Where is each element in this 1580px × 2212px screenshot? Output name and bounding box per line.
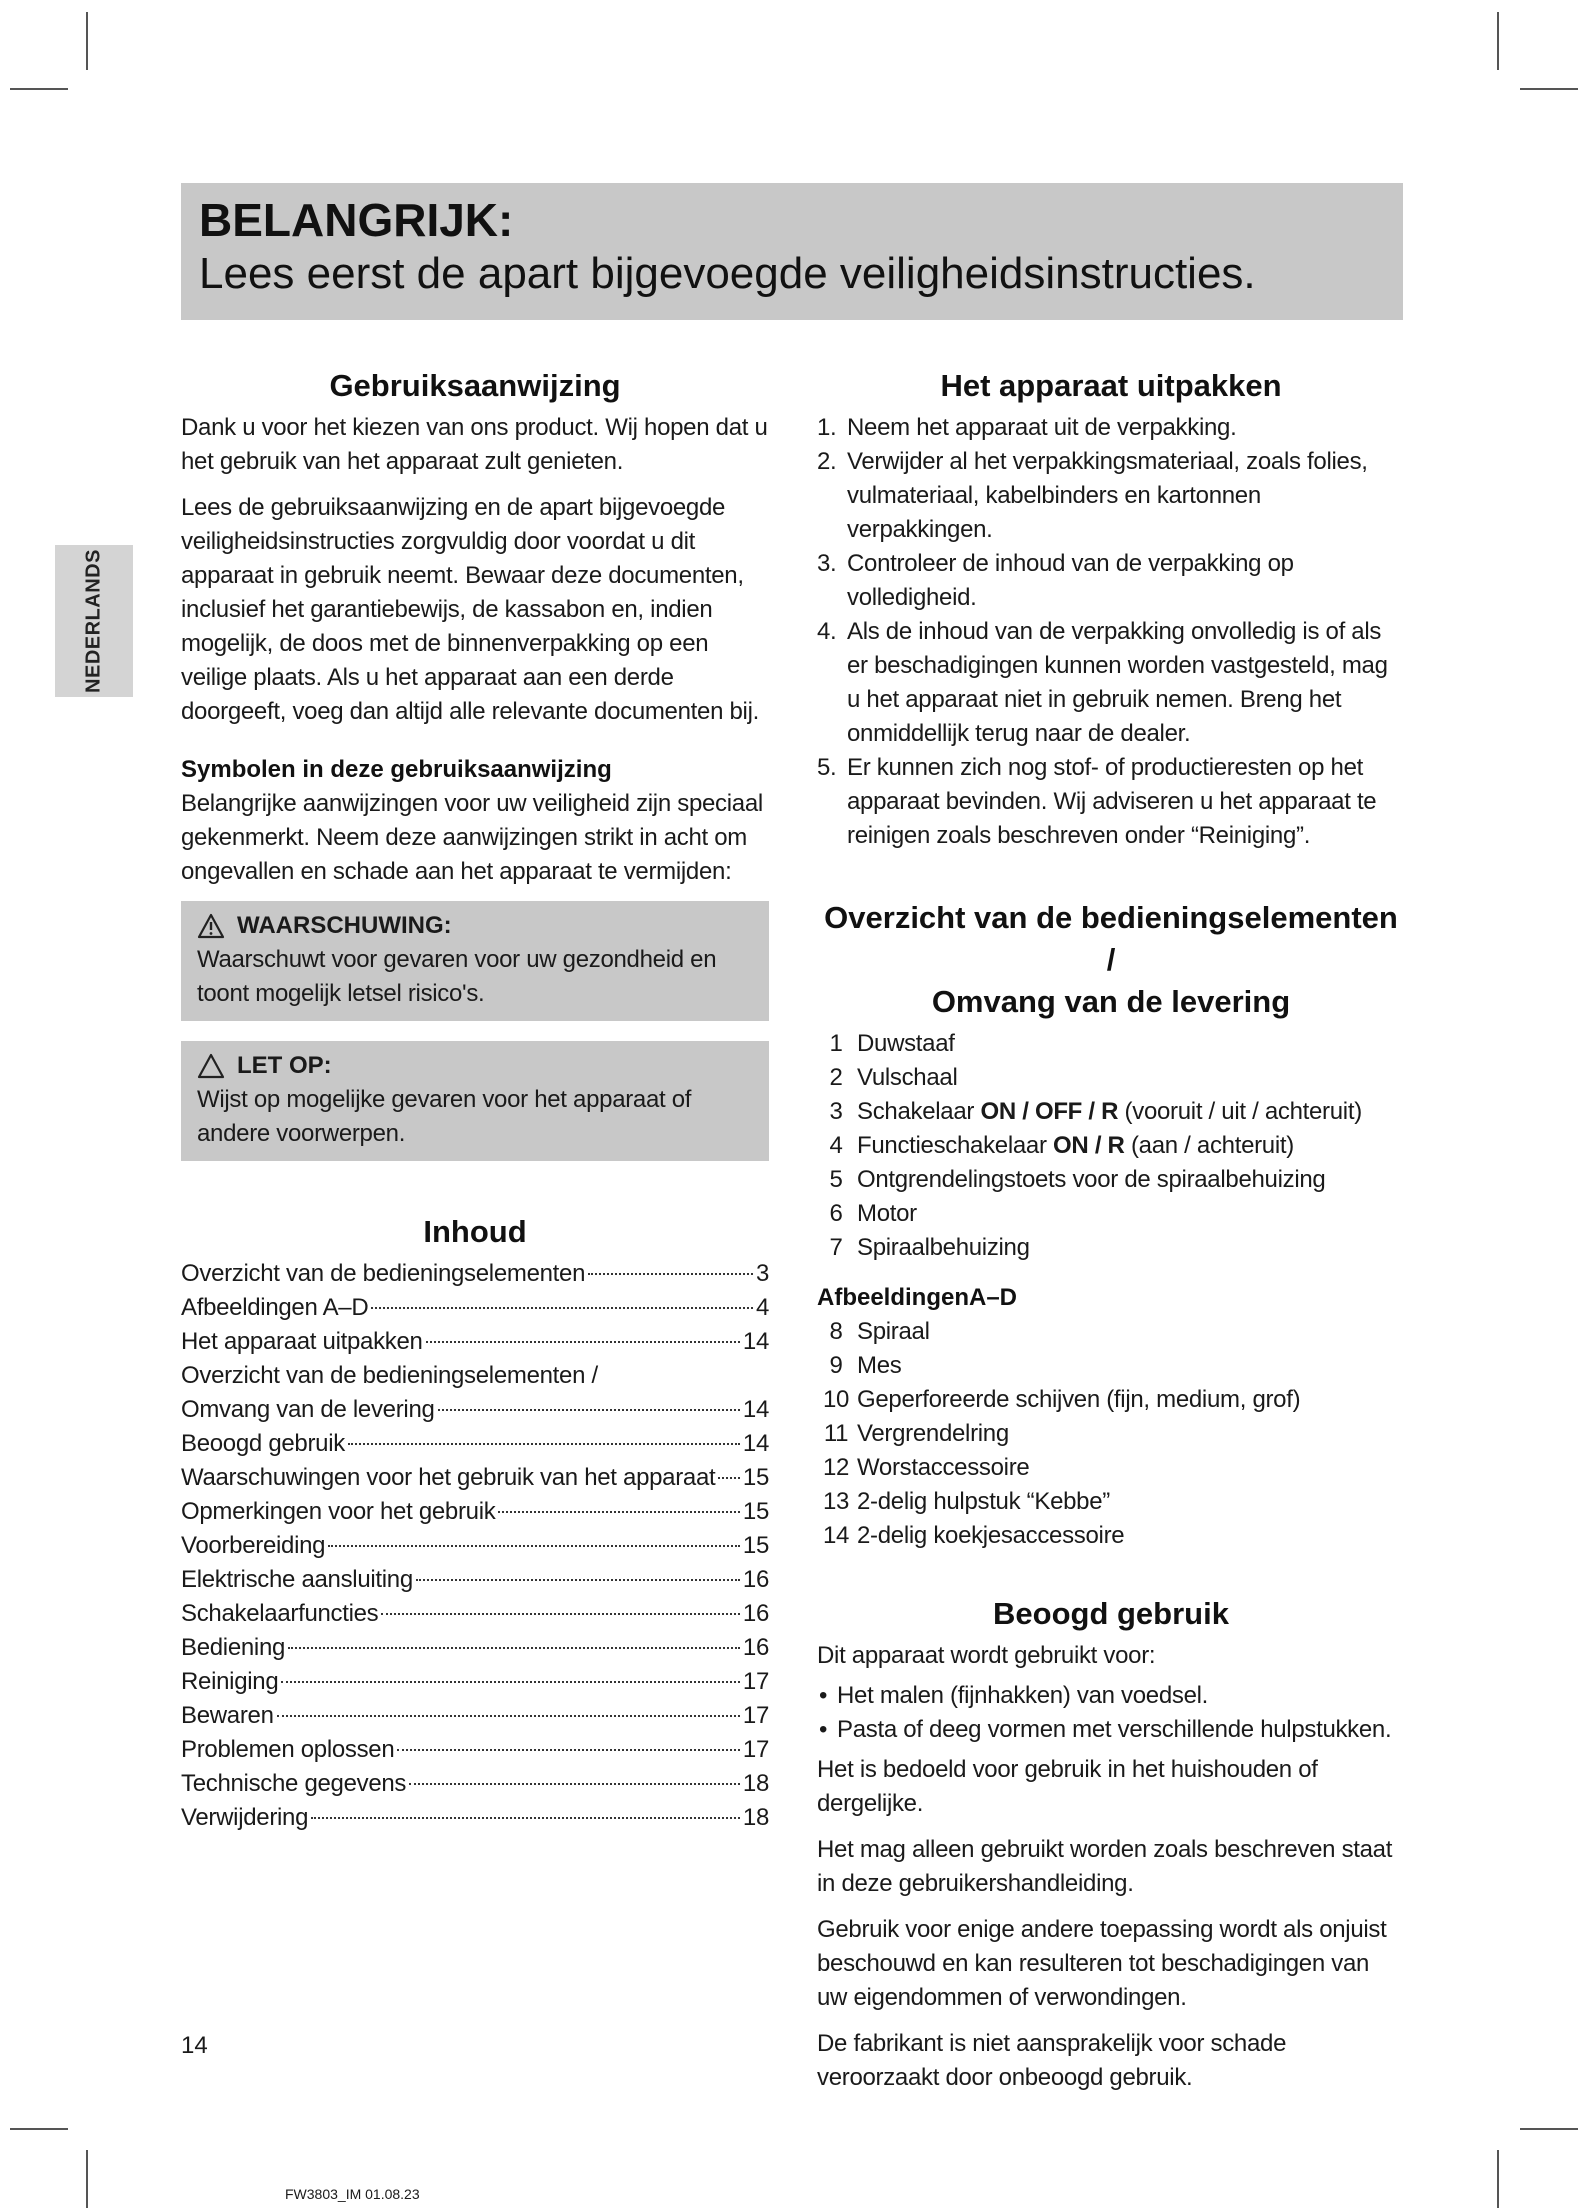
warning-title: WAARSCHUWING: xyxy=(237,912,452,939)
toc-label: Omvang van de levering xyxy=(181,1396,435,1423)
toc-label: Bewaren xyxy=(181,1702,274,1729)
toc-page: 18 xyxy=(742,1804,769,1831)
toc-entry[interactable] xyxy=(181,1665,769,1699)
list-item xyxy=(817,411,1405,445)
item-number: 12 xyxy=(822,1454,850,1481)
toc-page: 4 xyxy=(755,1294,769,1321)
list-item xyxy=(817,547,1405,615)
step-text: Als de inhoud van de verpakking onvolledig is of als er beschadigingen kunnen worden vastgesteld, mag u het apparaat niet in gebruik nemen. Breng het onmiddellijk terug naar de dealer. xyxy=(847,618,1388,747)
caution-box xyxy=(181,1041,769,1161)
item-number: 6 xyxy=(829,1200,843,1227)
list-item xyxy=(817,615,1405,751)
crop-mark xyxy=(1520,2128,1578,2130)
list-item xyxy=(817,1315,1405,1349)
item-text: 2-delig koekjesaccessoire xyxy=(857,1522,1125,1549)
overview-items xyxy=(817,1027,1405,1265)
table-of-contents xyxy=(181,1257,769,1835)
list-item xyxy=(817,445,1405,547)
item-number: 7 xyxy=(829,1234,843,1261)
item-text: Motor xyxy=(857,1200,917,1227)
footer-code: FW3803_IM 01.08.23 xyxy=(285,2186,420,2202)
toc-entry[interactable] xyxy=(181,1427,769,1461)
toc-leader xyxy=(426,1341,740,1343)
crop-mark xyxy=(86,12,88,70)
toc-entry[interactable] xyxy=(181,1393,769,1427)
item-number: 2 xyxy=(829,1064,843,1091)
step-text: Controleer de inhoud van de verpakking op volledigheid. xyxy=(847,550,1294,611)
step-number: 2. xyxy=(817,448,837,475)
toc-page: 15 xyxy=(742,1532,769,1559)
crop-mark xyxy=(86,2150,88,2208)
list-item xyxy=(817,1519,1405,1553)
unpack-steps xyxy=(817,411,1405,853)
item-number: 11 xyxy=(823,1420,849,1447)
warning-text: Waarschuwt voor gevaren voor uw gezondheid en toont mogelijk letsel risico's. xyxy=(197,946,717,1007)
toc-label: Bediening xyxy=(181,1634,286,1661)
toc-page: 18 xyxy=(742,1770,769,1797)
item-number: 1 xyxy=(829,1030,843,1057)
crop-mark xyxy=(1497,2150,1499,2208)
toc-page: 15 xyxy=(742,1464,769,1491)
toc-leader xyxy=(438,1409,740,1411)
toc-page: 3 xyxy=(755,1260,769,1287)
step-number: 1. xyxy=(817,414,837,441)
list-item xyxy=(817,1027,1405,1061)
toc-page: 14 xyxy=(742,1328,769,1355)
caution-text: Wijst op mogelijke gevaren voor het apparaat of andere voorwerpen. xyxy=(197,1086,692,1147)
item-text: Geperforeerde schijven (fijn, medium, grof) xyxy=(857,1386,1301,1413)
intended-use-intro: Dit apparaat wordt gebruikt voor: xyxy=(817,1642,1156,1669)
toc-page: 17 xyxy=(742,1736,769,1763)
warning-triangle-icon xyxy=(197,913,225,939)
language-tab xyxy=(55,545,133,697)
item-text: Vulschaal xyxy=(857,1064,958,1091)
toc-label: Waarschuwingen voor het gebruik van het apparaat xyxy=(181,1464,716,1491)
warning-box xyxy=(181,901,769,1021)
intended-use-heading: Beoogd gebruik xyxy=(993,1596,1229,1631)
intended-use-bullets xyxy=(817,1679,1405,1747)
item-text: Spiraal xyxy=(857,1318,930,1345)
toc-label: Problemen oplossen xyxy=(181,1736,395,1763)
language-tab-label: NEDERLANDS xyxy=(82,549,105,693)
page-number: 14 xyxy=(181,2032,208,2059)
toc-leader xyxy=(381,1613,740,1615)
left-column xyxy=(181,365,769,1835)
toc-leader xyxy=(311,1817,740,1819)
toc-page: 17 xyxy=(742,1702,769,1729)
intended-use-text: Het is bedoeld voor gebruik in het huishouden of dergelijke. xyxy=(817,1756,1318,1817)
overview-heading xyxy=(817,897,1405,1023)
toc-entry[interactable] xyxy=(181,1801,769,1835)
list-item xyxy=(817,1383,1405,1417)
right-column xyxy=(817,365,1405,2107)
toc-page: 16 xyxy=(742,1566,769,1593)
item-number: 9 xyxy=(829,1352,843,1379)
list-item xyxy=(817,1713,1405,1747)
toc-entry[interactable] xyxy=(181,1631,769,1665)
caution-triangle-icon xyxy=(197,1053,225,1079)
item-number: 3 xyxy=(829,1098,843,1125)
item-text: Schakelaar xyxy=(857,1098,981,1125)
toc-page: 15 xyxy=(742,1498,769,1525)
toc-label: Overzicht van de bedieningselementen xyxy=(181,1260,586,1287)
list-item xyxy=(817,1679,1405,1713)
step-number: 5. xyxy=(817,754,837,781)
item-number: 13 xyxy=(822,1488,850,1515)
toc-leader xyxy=(498,1511,739,1513)
step-number: 4. xyxy=(817,618,837,645)
item-text: 2-delig hulpstuk “Kebbe” xyxy=(857,1488,1110,1515)
list-item xyxy=(817,1061,1405,1095)
step-text: Er kunnen zich nog stof- of productieresten op het apparaat bevinden. Wij adviseren u het apparaat te reinigen zoals beschreven onder “Reiniging”. xyxy=(847,754,1377,849)
list-item xyxy=(817,1485,1405,1519)
figures-heading: AfbeeldingenA–D xyxy=(817,1284,1018,1311)
step-text: Neem het apparaat uit de verpakking. xyxy=(847,414,1237,441)
crop-mark xyxy=(10,88,68,90)
toc-entry[interactable] xyxy=(181,1291,769,1325)
item-number: 10 xyxy=(822,1386,850,1413)
toc-entry[interactable] xyxy=(181,1257,769,1291)
unpack-heading: Het apparaat uitpakken xyxy=(940,368,1282,403)
item-number: 8 xyxy=(829,1318,843,1345)
item-number: 14 xyxy=(822,1522,850,1549)
toc-entry[interactable] xyxy=(181,1325,769,1359)
item-text: Mes xyxy=(857,1352,902,1379)
toc-entry[interactable] xyxy=(181,1597,769,1631)
toc-label: Elektrische aansluiting xyxy=(181,1566,413,1593)
toc-page: 14 xyxy=(742,1396,769,1423)
item-text: Ontgrendelingstoets voor de spiraalbehuizing xyxy=(857,1166,1326,1193)
banner-subtitle: Lees eerst de apart bijgevoegde veiligheidsinstructies. xyxy=(199,249,1256,299)
overview-heading-line-2: Omvang van de levering xyxy=(931,984,1291,1019)
symbols-heading: Symbolen in deze gebruiksaanwijzing xyxy=(181,756,612,783)
toc-leader xyxy=(328,1545,740,1547)
toc-heading: Inhoud xyxy=(423,1214,527,1249)
toc-label: Verwijdering xyxy=(181,1804,309,1831)
toc-entry[interactable] xyxy=(181,1461,769,1495)
list-item xyxy=(817,1417,1405,1451)
list-item xyxy=(817,1349,1405,1383)
toc-leader xyxy=(718,1477,740,1479)
toc-label: Reiniging xyxy=(181,1668,279,1695)
switch-label: ON / OFF / R xyxy=(980,1098,1119,1125)
crop-mark xyxy=(1497,12,1499,70)
toc-label: Afbeeldingen A–D xyxy=(181,1294,369,1321)
toc-label: Beoogd gebruik xyxy=(181,1430,345,1457)
item-text: Duwstaaf xyxy=(857,1030,955,1057)
bullet-text: Het malen (fijnhakken) van voedsel. xyxy=(837,1682,1209,1709)
banner-title: BELANGRIJK: xyxy=(199,194,514,246)
list-item xyxy=(817,1451,1405,1485)
item-text: Spiraalbehuizing xyxy=(857,1234,1030,1261)
toc-leader xyxy=(409,1783,740,1785)
step-number: 3. xyxy=(817,550,837,577)
item-text: Functieschakelaar xyxy=(857,1132,1054,1159)
figure-items xyxy=(817,1315,1405,1553)
toc-entry[interactable] xyxy=(181,1767,769,1801)
item-number: 5 xyxy=(829,1166,843,1193)
toc-leader xyxy=(371,1307,753,1309)
crop-mark xyxy=(10,2128,68,2130)
step-text: Verwijder al het verpakkingsmateriaal, zoals folies, vulmateriaal, kabelbinders en kartonnen verpakkingen. xyxy=(847,448,1368,543)
list-item xyxy=(817,1231,1405,1265)
list-item xyxy=(817,1095,1405,1129)
toc-leader xyxy=(281,1681,740,1683)
toc-leader xyxy=(397,1749,739,1751)
bullet-icon: • xyxy=(819,1682,828,1709)
item-text: Vergrendelring xyxy=(857,1420,1009,1447)
toc-entry[interactable] xyxy=(181,1563,769,1597)
toc-label: Opmerkingen voor het gebruik xyxy=(181,1498,496,1525)
toc-leader xyxy=(277,1715,740,1717)
usage-heading: Gebruiksaanwijzing xyxy=(329,368,621,403)
toc-leader xyxy=(288,1647,740,1649)
toc-entry[interactable] xyxy=(181,1699,769,1733)
list-item xyxy=(817,1163,1405,1197)
usage-instructions: Lees de gebruiksaanwijzing en de apart bijgevoegde veiligheidsinstructies zorgvuldig door voordat u dit apparaat in gebruik neemt. Bewaar deze documenten, inclusief het garantiebewijs, de kassabon en, indien mogelijk, de doos met de binnenverpakking op een veilige plaats. Als u het apparaat aan een derde doorgeeft, voeg dan altijd alle relevante documenten bij. xyxy=(181,494,759,725)
toc-page: 17 xyxy=(742,1668,769,1695)
list-item xyxy=(817,1129,1405,1163)
toc-page: 14 xyxy=(742,1430,769,1457)
overview-heading-line-1: Overzicht van de bedieningselementen / xyxy=(824,900,1398,977)
toc-entry[interactable] xyxy=(181,1359,769,1393)
intended-use-text: De fabrikant is niet aansprakelijk voor schade veroorzaakt door onbeoogd gebruik. xyxy=(817,2030,1287,2091)
bullet-text: Pasta of deeg vormen met verschillende hulpstukken. xyxy=(837,1716,1392,1743)
toc-page: 16 xyxy=(742,1634,769,1661)
item-text-suffix: (aan / achteruit) xyxy=(1124,1132,1294,1159)
toc-leader xyxy=(588,1273,753,1275)
switch-label: ON / R xyxy=(1053,1132,1125,1159)
intended-use-text: Het mag alleen gebruikt worden zoals beschreven staat in deze gebruikershandleiding. xyxy=(817,1836,1393,1897)
toc-entry[interactable] xyxy=(181,1733,769,1767)
item-number: 4 xyxy=(829,1132,843,1159)
toc-entry[interactable] xyxy=(181,1495,769,1529)
crop-mark xyxy=(1520,88,1578,90)
item-text: Worstaccessoire xyxy=(857,1454,1030,1481)
intended-use-text: Gebruik voor enige andere toepassing wordt als onjuist beschouwd en kan resulteren tot beschadigingen van uw eigendommen of verwondingen. xyxy=(817,1916,1387,2011)
toc-label: Schakelaarfuncties xyxy=(181,1600,379,1627)
toc-label: Overzicht van de bedieningselementen / xyxy=(181,1362,598,1389)
symbols-text: Belangrijke aanwijzingen voor uw veiligheid zijn speciaal gekenmerkt. Neem deze aanwijzingen strikt in acht om ongevallen en schade aan het apparaat te vermijden: xyxy=(181,790,763,885)
toc-page: 16 xyxy=(742,1600,769,1627)
toc-leader xyxy=(416,1579,740,1581)
important-banner xyxy=(181,183,1403,320)
usage-intro: Dank u voor het kiezen van ons product. Wij hopen dat u het gebruik van het apparaat zult genieten. xyxy=(181,414,768,475)
toc-entry[interactable] xyxy=(181,1529,769,1563)
toc-label: Voorbereiding xyxy=(181,1532,326,1559)
item-text-suffix: (vooruit / uit / achteruit) xyxy=(1118,1098,1362,1125)
caution-title: LET OP: xyxy=(237,1052,332,1079)
list-item xyxy=(817,1197,1405,1231)
list-item xyxy=(817,751,1405,853)
bullet-icon: • xyxy=(819,1716,828,1743)
toc-label: Technische gegevens xyxy=(181,1770,407,1797)
toc-leader xyxy=(348,1443,740,1445)
toc-label: Het apparaat uitpakken xyxy=(181,1328,423,1355)
